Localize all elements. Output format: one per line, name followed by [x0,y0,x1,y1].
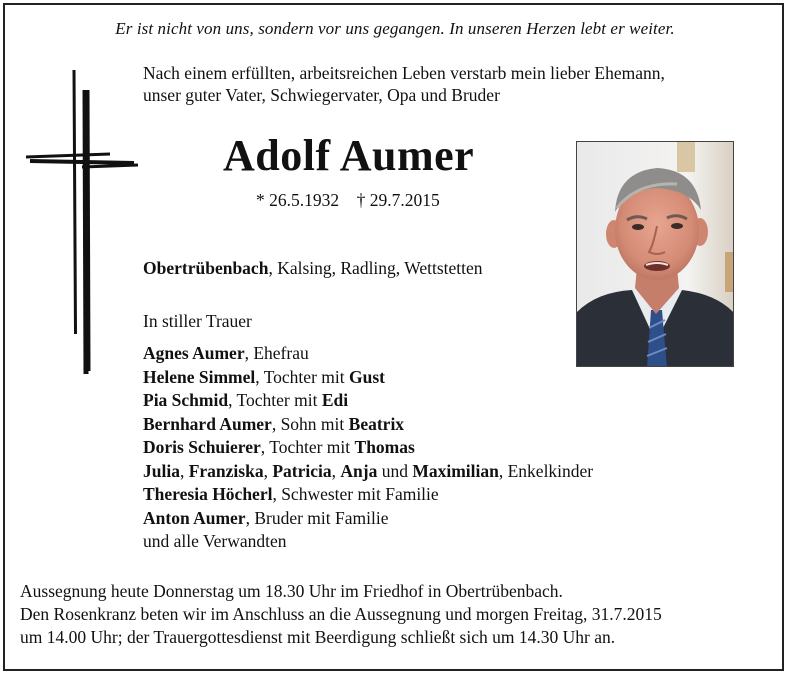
cross-icon [22,66,142,378]
family-member-name: Patricia [272,460,332,481]
motto: Er ist nicht von uns, sondern vor uns gegangen. In unseren Herzen lebt er weiter. [115,19,675,38]
notice-line-3: um 14.00 Uhr; der Trauergottesdienst mit Beerdigung schließt sich um 14.30 Uhr an. [20,627,616,647]
family-member-line [143,366,593,390]
family-member-relation: , Enkelkinder [498,460,594,481]
family-member-relation: und alle Verwandten [143,531,287,551]
birth-date: * 26.5.1932 [256,190,340,210]
family-member-name: Thomas [354,437,415,457]
family-member-relation: , Bruder mit Familie [245,507,389,528]
family-member-name: Julia [143,460,180,481]
family-member-name: Bernhard Aumer [143,413,272,434]
family-member-name: Maximilian [412,460,499,481]
notice-line-2: Den Rosenkranz beten wir im Anschluss an die Aussegnung und morgen Freitag, 31.7.2015 [20,604,662,624]
family-member-name: Anton Aumer [143,507,246,528]
family-list [143,342,593,554]
family-member-line [143,483,593,507]
family-member-name: Helene Simmel [143,366,256,387]
family-member-relation: , Schwester mit Familie [272,484,439,504]
place-main: Obertrübenbach [143,258,269,278]
family-member-name: Franziska [188,460,264,481]
family-member-relation: , Tochter mit [228,390,322,410]
family-member-name: Pia Schmid [143,390,229,410]
family-member-name: Doris Schuierer [143,437,261,457]
family-member-line [143,530,593,554]
notice-line-1: Aussegnung heute Donnerstag um 18.30 Uhr im Friedhof in Obertrübenbach. [20,581,563,601]
family-member-relation: und [377,460,413,481]
family-member-relation: , Tochter mit [260,437,355,457]
family-member-name: Theresia Höcherl [143,484,273,504]
family-member-line [143,413,593,437]
intro-text [143,62,665,106]
portrait-photo [576,141,734,367]
family-member-line [143,342,593,366]
family-member-relation: , [263,460,273,481]
family-member-relation: , Ehefrau [244,343,309,363]
family-member-name: Anja [340,460,378,481]
place-rest: , Kalsing, Radling, Wettstetten [268,258,483,278]
family-member-name: Beatrix [348,413,405,434]
mourning-label: In stiller Trauer [143,311,252,331]
intro-line-1: Nach einem erfüllten, arbeitsreichen Leben verstarb mein lieber Ehemann, [143,63,665,83]
service-notice [20,580,662,649]
family-member-name: Edi [321,390,349,410]
family-member-name: Gust [348,366,385,387]
life-dates [256,190,440,211]
intro-line-2: unser guter Vater, Schwiegervater, Opa und Bruder [143,85,500,105]
family-member-relation: , Tochter mit [255,366,349,387]
places-line [143,258,483,279]
family-member-relation: , Sohn mit [271,413,349,434]
family-member-name: Agnes Aumer [143,343,245,363]
family-member-line [143,389,593,413]
family-member-line [143,436,593,460]
family-member-line [143,460,593,484]
deceased-name: Adolf Aumer [223,131,475,180]
family-member-relation: , [331,460,341,481]
death-date: † 29.7.2015 [356,190,440,210]
family-member-relation: , [179,460,189,481]
family-member-line [143,507,593,531]
